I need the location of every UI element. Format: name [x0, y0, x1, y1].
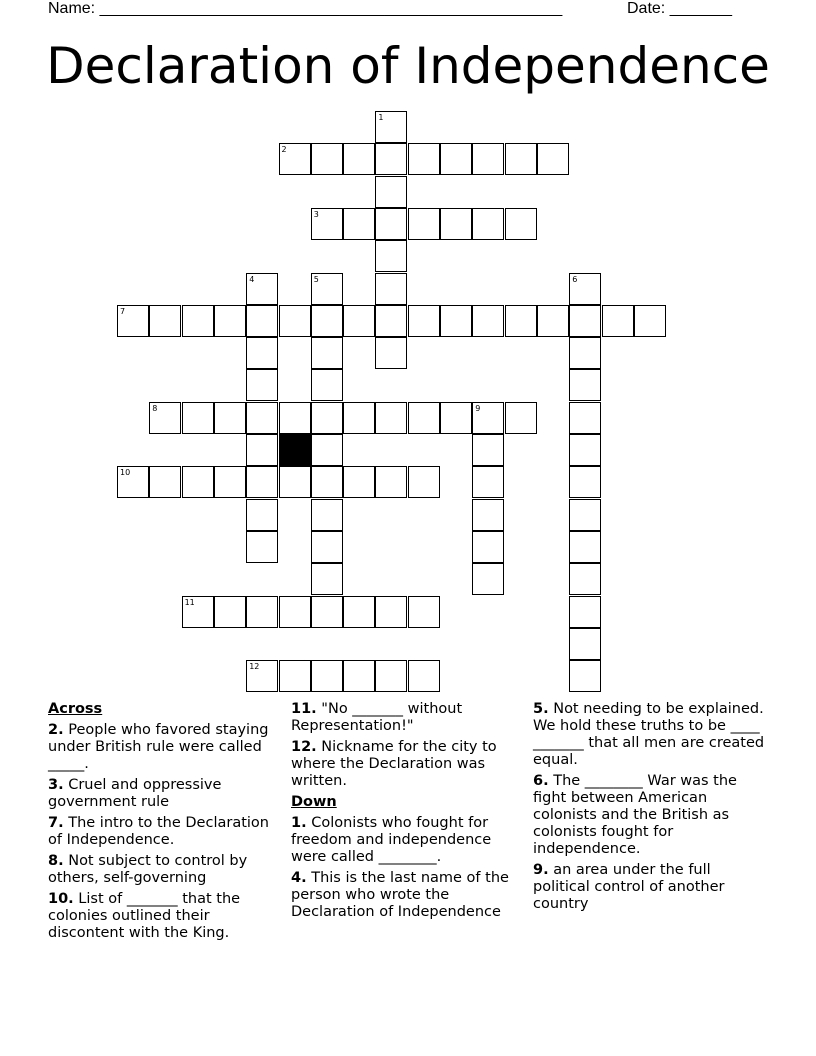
crossword-cell[interactable] — [569, 531, 601, 563]
cell-number: 7 — [120, 306, 126, 316]
clue-across-12 — [291, 739, 527, 790]
clue-across-8 — [48, 853, 284, 887]
crossword-cell[interactable] — [117, 305, 149, 337]
crossword-cell[interactable] — [311, 531, 343, 563]
clue-down-5 — [533, 701, 769, 769]
crossword-cell[interactable] — [569, 305, 601, 337]
crossword-cell[interactable] — [569, 499, 601, 531]
crossword-cell[interactable] — [375, 208, 407, 240]
crossword-cell[interactable] — [375, 143, 407, 175]
crossword-cell[interactable] — [311, 660, 343, 692]
crossword-cell[interactable] — [279, 305, 311, 337]
crossword-cell[interactable] — [472, 531, 504, 563]
clue-across-7 — [48, 815, 284, 849]
clue-text: List of _______ that the colonies outlined their discontent with the King. — [48, 891, 241, 941]
crossword-cell[interactable] — [214, 466, 246, 498]
crossword-cell[interactable] — [279, 466, 311, 498]
page-title: Declaration of Independence — [46, 37, 770, 95]
crossword-cell[interactable] — [440, 208, 472, 240]
crossword-cell[interactable] — [375, 176, 407, 208]
crossword-cell[interactable] — [569, 402, 601, 434]
crossword-cell[interactable] — [505, 143, 537, 175]
crossword-cell[interactable] — [472, 208, 504, 240]
crossword-cell[interactable] — [472, 402, 504, 434]
name-field-label: Name: ____________________________________________________ — [48, 0, 563, 17]
crossword-cell[interactable] — [505, 305, 537, 337]
crossword-cell[interactable] — [343, 208, 375, 240]
clue-down-4 — [291, 870, 527, 921]
crossword-cell[interactable] — [375, 337, 407, 369]
clue-number: 3. — [48, 777, 64, 793]
crossword-cell[interactable] — [182, 466, 214, 498]
crossword-cell[interactable] — [311, 402, 343, 434]
clue-text: The ________ War was the fight between American colonists and the British as colonists fought for independence. — [533, 773, 737, 857]
crossword-cell[interactable] — [246, 369, 278, 401]
crossword-cell[interactable] — [246, 596, 278, 628]
crossword-cell[interactable] — [149, 402, 181, 434]
crossword-cell[interactable] — [569, 563, 601, 595]
date-field-label: Date: _______ — [627, 0, 732, 17]
clue-column-1 — [48, 701, 284, 946]
clue-text: Cruel and oppressive government rule — [48, 777, 222, 810]
crossword-cell[interactable] — [311, 337, 343, 369]
crossword-cell[interactable] — [472, 305, 504, 337]
crossword-cell[interactable] — [246, 402, 278, 434]
crossword-cell[interactable] — [569, 660, 601, 692]
crossword-cell[interactable] — [569, 369, 601, 401]
clue-text: an area under the full political control of another country — [533, 862, 725, 912]
crossword-cell[interactable] — [311, 596, 343, 628]
crossword-cell[interactable] — [569, 434, 601, 466]
clue-across-10 — [48, 891, 284, 942]
crossword-cell[interactable] — [311, 273, 343, 305]
crossword-cell[interactable] — [505, 208, 537, 240]
crossword-cell[interactable] — [311, 434, 343, 466]
crossword-cell[interactable] — [375, 596, 407, 628]
crossword-cell[interactable] — [472, 466, 504, 498]
across-heading: Across — [48, 701, 103, 717]
cell-number: 6 — [572, 274, 578, 284]
crossword-cell[interactable] — [279, 402, 311, 434]
crossword-cell[interactable] — [311, 369, 343, 401]
clue-number: 6. — [533, 773, 549, 789]
crossword-cell[interactable] — [472, 499, 504, 531]
clue-text: "No _______ without Representation!" — [291, 701, 463, 734]
crossword-cell[interactable] — [343, 466, 375, 498]
crossword-cell[interactable] — [343, 660, 375, 692]
crossword-cell[interactable] — [375, 273, 407, 305]
clue-down-1 — [291, 815, 527, 866]
cell-number: 9 — [475, 403, 481, 413]
clue-number: 10. — [48, 891, 74, 907]
crossword-cell[interactable] — [117, 466, 149, 498]
crossword-cell[interactable] — [279, 660, 311, 692]
crossword-cell[interactable] — [214, 402, 246, 434]
clue-number: 11. — [291, 701, 317, 717]
crossword-cell[interactable] — [246, 499, 278, 531]
crossword-cell[interactable] — [602, 305, 634, 337]
crossword-cell[interactable] — [311, 499, 343, 531]
crossword-cell[interactable] — [311, 466, 343, 498]
clue-across-2 — [48, 722, 284, 773]
crossword-cell[interactable] — [440, 402, 472, 434]
crossword-cell[interactable] — [634, 305, 666, 337]
crossword-cell[interactable] — [505, 402, 537, 434]
crossword-cell[interactable] — [311, 143, 343, 175]
clue-number: 9. — [533, 862, 549, 878]
crossword-cell[interactable] — [408, 208, 440, 240]
clue-text: This is the last name of the person who wrote the Declaration of Independence — [291, 870, 509, 920]
crossword-cell[interactable] — [246, 660, 278, 692]
clue-number: 4. — [291, 870, 307, 886]
crossword-cell[interactable] — [246, 337, 278, 369]
clue-text: Nickname for the city to where the Declaration was written. — [291, 739, 497, 789]
crossword-cell[interactable] — [343, 305, 375, 337]
crossword-cell[interactable] — [408, 143, 440, 175]
cell-number: 11 — [184, 597, 195, 607]
crossword-cell[interactable] — [343, 402, 375, 434]
cell-number: 8 — [152, 403, 158, 413]
clue-number: 7. — [48, 815, 64, 831]
crossword-cell[interactable] — [408, 596, 440, 628]
crossword-cell[interactable] — [569, 466, 601, 498]
crossword-cell[interactable] — [472, 434, 504, 466]
crossword-cell[interactable] — [279, 596, 311, 628]
clue-number: 1. — [291, 815, 307, 831]
clue-across-3 — [48, 777, 284, 811]
crossword-cell[interactable] — [246, 273, 278, 305]
crossword-cell[interactable] — [408, 466, 440, 498]
crossword-cell[interactable] — [343, 596, 375, 628]
crossword-cell[interactable] — [375, 402, 407, 434]
crossword-cell[interactable] — [408, 305, 440, 337]
clue-number: 12. — [291, 739, 317, 755]
crossword-cell[interactable] — [569, 628, 601, 660]
clue-down-9 — [533, 862, 769, 913]
crossword-cell[interactable] — [343, 143, 375, 175]
crossword-cell[interactable] — [408, 402, 440, 434]
crossword-cell[interactable] — [311, 305, 343, 337]
crossword-cell[interactable] — [246, 434, 278, 466]
crossword-cell[interactable] — [182, 305, 214, 337]
clue-column-3 — [533, 701, 769, 917]
clue-text: Colonists who fought for freedom and independence were called ________. — [291, 815, 492, 865]
down-heading: Down — [291, 794, 337, 810]
crossword-cell[interactable] — [149, 305, 181, 337]
crossword-block-cell — [279, 434, 311, 466]
crossword-cell[interactable] — [440, 143, 472, 175]
crossword-cell[interactable] — [472, 563, 504, 595]
clue-down-6 — [533, 773, 769, 858]
clue-across-11 — [291, 701, 527, 735]
crossword-cell[interactable] — [472, 143, 504, 175]
crossword-cell[interactable] — [182, 596, 214, 628]
clue-number: 2. — [48, 722, 64, 738]
clue-column-2 — [291, 701, 527, 925]
crossword-cell[interactable] — [311, 563, 343, 595]
crossword-cell[interactable] — [375, 111, 407, 143]
crossword-cell[interactable] — [279, 143, 311, 175]
clue-number: 5. — [533, 701, 549, 717]
cell-number: 12 — [249, 662, 260, 672]
crossword-cell[interactable] — [375, 305, 407, 337]
crossword-cell[interactable] — [214, 305, 246, 337]
crossword-cell[interactable] — [246, 466, 278, 498]
crossword-cell[interactable] — [537, 305, 569, 337]
cell-number: 3 — [313, 209, 319, 219]
clue-text: Not needing to be explained. We hold these truths to be ____ _______ that all men are created equal. — [533, 701, 765, 768]
crossword-cell[interactable] — [569, 273, 601, 305]
clue-text: Not subject to control by others, self-governing — [48, 853, 248, 886]
crossword-cell[interactable] — [408, 660, 440, 692]
crossword-cell[interactable] — [569, 596, 601, 628]
cell-number: 5 — [313, 274, 319, 284]
crossword-cell[interactable] — [214, 596, 246, 628]
clue-number: 8. — [48, 853, 64, 869]
cell-number: 4 — [249, 274, 255, 284]
crossword-cell[interactable] — [246, 531, 278, 563]
cell-number: 2 — [281, 145, 287, 155]
crossword-cell[interactable] — [246, 305, 278, 337]
clue-text: The intro to the Declaration of Independence. — [48, 815, 269, 848]
crossword-cell[interactable] — [375, 466, 407, 498]
crossword-cell[interactable] — [440, 305, 472, 337]
crossword-cell[interactable] — [149, 466, 181, 498]
cell-number: 10 — [120, 468, 131, 478]
crossword-cell[interactable] — [311, 208, 343, 240]
crossword-cell[interactable] — [182, 402, 214, 434]
crossword-cell[interactable] — [569, 337, 601, 369]
crossword-cell[interactable] — [375, 240, 407, 272]
crossword-cell[interactable] — [375, 660, 407, 692]
clue-text: People who favored staying under British rule were called _____. — [48, 722, 269, 772]
crossword-cell[interactable] — [537, 143, 569, 175]
cell-number: 1 — [378, 113, 384, 122]
